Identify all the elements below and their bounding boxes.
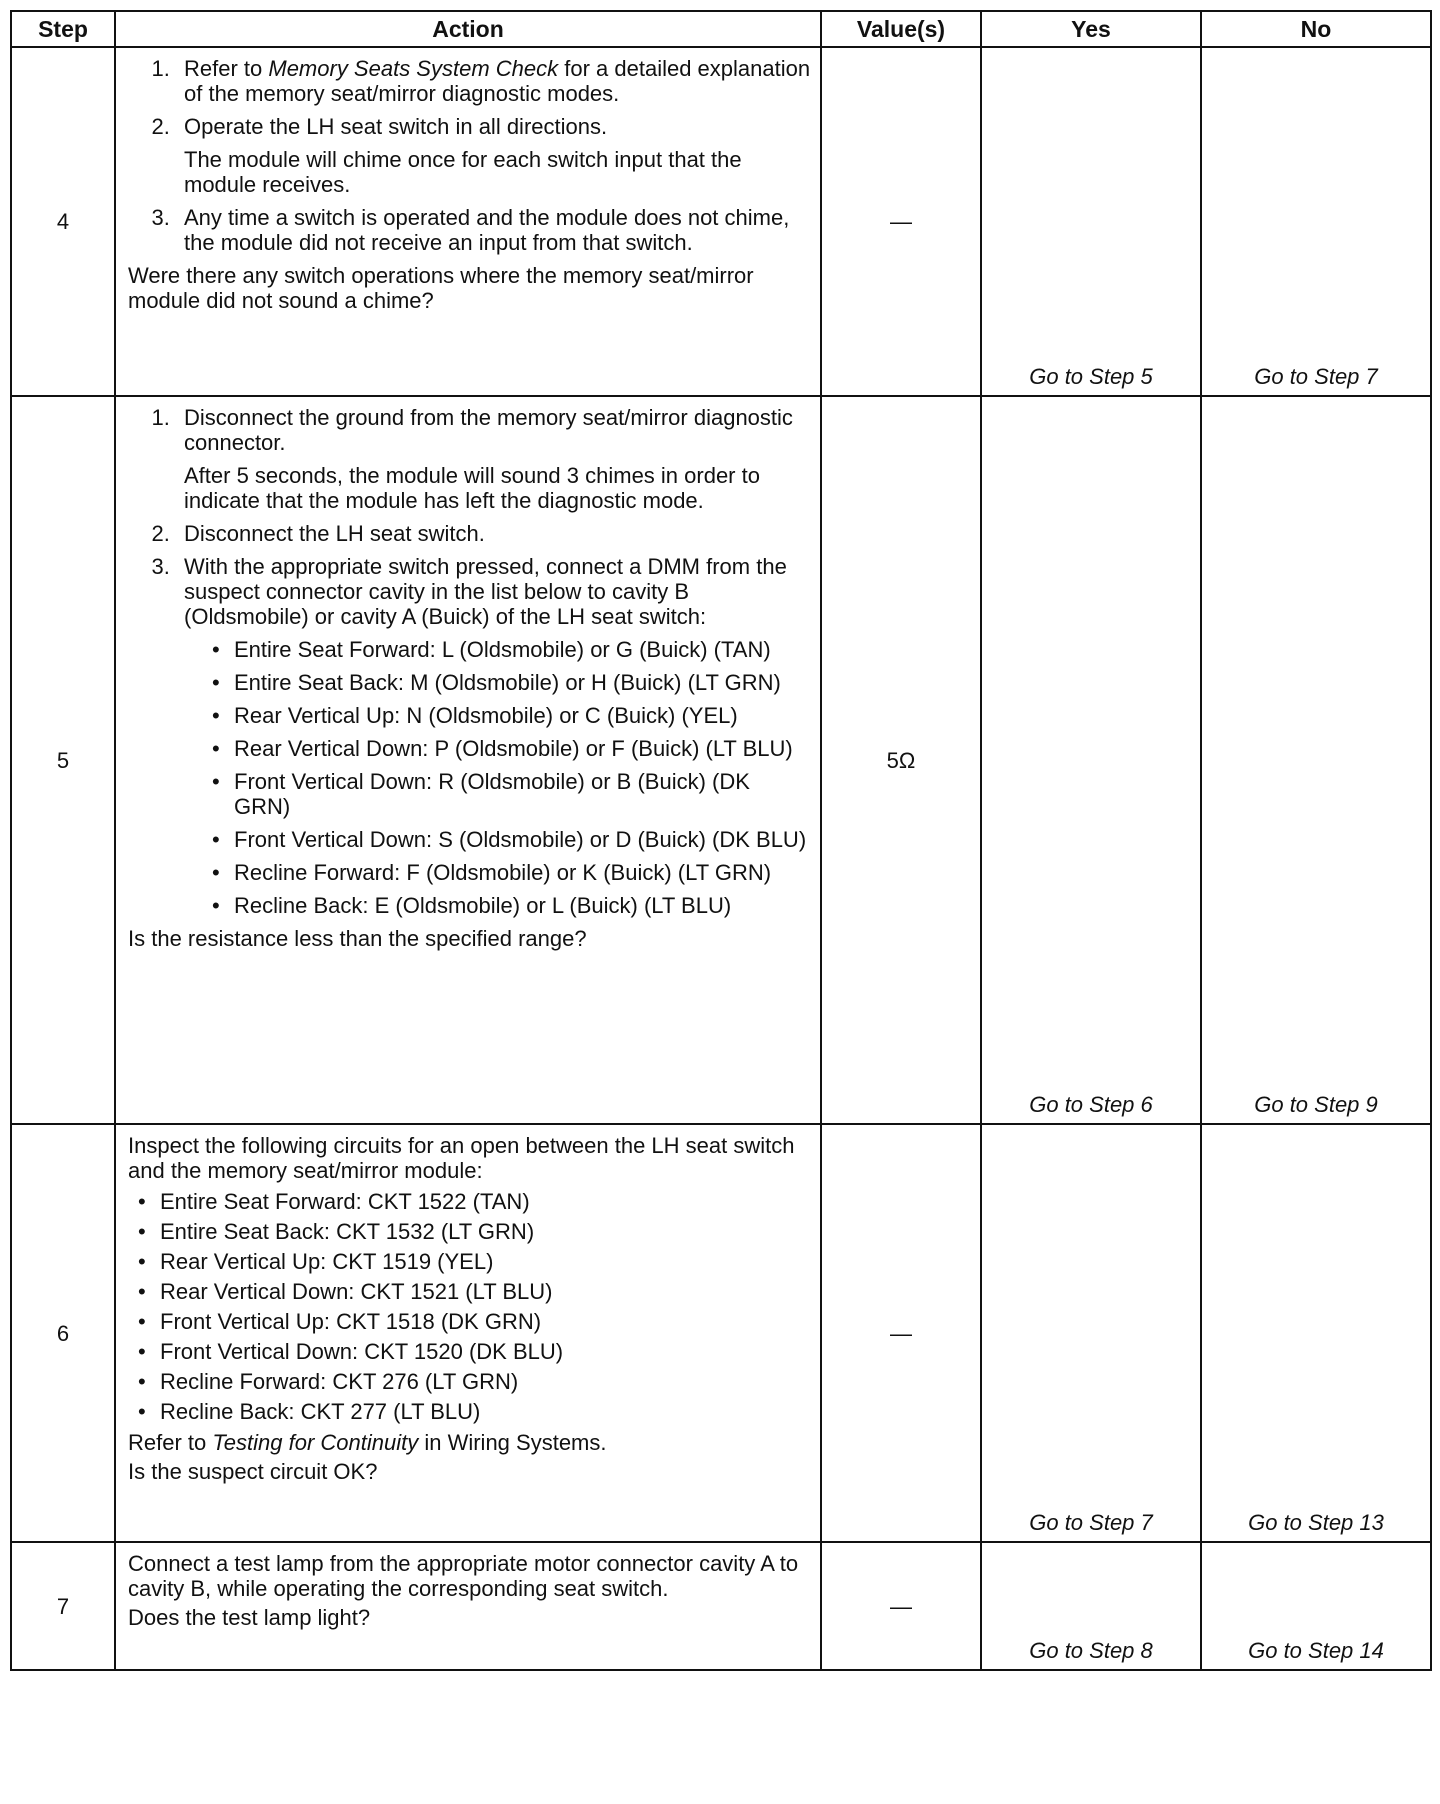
text-segment: Refer to xyxy=(128,1430,213,1455)
value-cell: — xyxy=(821,1124,981,1542)
action-intro: Connect a test lamp from the appropriate motor connector cavity A to cavity B, while operating the corresponding seat switch. xyxy=(128,1551,799,1601)
yes-result[interactable]: Go to Step 5 xyxy=(981,47,1201,396)
header-no: No xyxy=(1201,11,1431,47)
action-steps xyxy=(128,56,812,255)
step-number: 6 xyxy=(11,1124,115,1542)
question-text: Is the resistance less than the specified range? xyxy=(128,926,587,951)
table-row-step-5 xyxy=(11,396,1431,1124)
header-yes: Yes xyxy=(981,11,1201,47)
list-item: • Recline Forward: CKT 276 (LT GRN) xyxy=(138,1369,812,1394)
table-row-step-4 xyxy=(11,47,1431,396)
action-item: 2. Disconnect the LH seat switch. xyxy=(176,521,812,546)
value-cell: — xyxy=(821,47,981,396)
reference-link[interactable]: Testing for Continuity xyxy=(212,1430,419,1455)
action-cell xyxy=(115,47,821,396)
list-item: • Front Vertical Down: CKT 1520 (DK BLU) xyxy=(138,1339,812,1364)
list-item: • Entire Seat Back: M (Oldsmobile) or H (Buick) (LT GRN) xyxy=(212,670,812,695)
header-row xyxy=(11,11,1431,47)
table-row-step-7 xyxy=(11,1542,1431,1670)
step-number: 5 xyxy=(11,396,115,1124)
list-item: • Recline Forward: F (Oldsmobile) or K (Buick) (LT GRN) xyxy=(212,860,812,885)
cavity-list xyxy=(184,637,812,918)
action-item: 3. Any time a switch is operated and the module does not chime, the module did not receive an input from that switch. xyxy=(176,205,812,255)
list-item: • Rear Vertical Up: CKT 1519 (YEL) xyxy=(138,1249,812,1274)
text-segment: in Wiring Systems. xyxy=(418,1430,607,1455)
list-item: • Front Vertical Down: S (Oldsmobile) or D (Buick) (DK BLU) xyxy=(212,827,812,852)
yes-result[interactable]: Go to Step 6 xyxy=(981,396,1201,1124)
action-cell xyxy=(115,396,821,1124)
action-item xyxy=(176,114,812,197)
action-cell xyxy=(115,1124,821,1542)
yes-result[interactable]: Go to Step 7 xyxy=(981,1124,1201,1542)
text-segment: Disconnect the ground from the memory seat/mirror diagnostic connector. xyxy=(184,405,793,455)
reference-line xyxy=(128,1430,812,1455)
table-row-step-6 xyxy=(11,1124,1431,1542)
list-item: • Entire Seat Forward: L (Oldsmobile) or G (Buick) (TAN) xyxy=(212,637,812,662)
no-result[interactable]: Go to Step 14 xyxy=(1201,1542,1431,1670)
step-number: 7 xyxy=(11,1542,115,1670)
question-text: Is the suspect circuit OK? xyxy=(128,1459,378,1484)
list-item: • Recline Back: E (Oldsmobile) or L (Buick) (LT BLU) xyxy=(212,893,812,918)
question-text: Were there any switch operations where the memory seat/mirror module did not sound a chime? xyxy=(128,263,754,313)
no-result[interactable]: Go to Step 7 xyxy=(1201,47,1431,396)
list-item: • Rear Vertical Up: N (Oldsmobile) or C (Buick) (YEL) xyxy=(212,703,812,728)
action-note: After 5 seconds, the module will sound 3 chimes in order to indicate that the module has left the diagnostic mode. xyxy=(184,463,760,513)
list-item: • Rear Vertical Down: P (Oldsmobile) or F (Buick) (LT BLU) xyxy=(212,736,812,761)
no-result[interactable]: Go to Step 13 xyxy=(1201,1124,1431,1542)
action-note: The module will chime once for each switch input that the module receives. xyxy=(184,147,742,197)
list-item: • Rear Vertical Down: CKT 1521 (LT BLU) xyxy=(138,1279,812,1304)
reference-link[interactable]: Memory Seats System Check xyxy=(268,56,559,81)
list-item: • Front Vertical Up: CKT 1518 (DK GRN) xyxy=(138,1309,812,1334)
value-cell: — xyxy=(821,1542,981,1670)
circuit-list xyxy=(128,1189,812,1424)
text-segment: Refer to xyxy=(184,56,269,81)
value-cell: 5Ω xyxy=(821,396,981,1124)
step-number: 4 xyxy=(11,47,115,396)
no-result[interactable]: Go to Step 9 xyxy=(1201,396,1431,1124)
list-item: • Entire Seat Forward: CKT 1522 (TAN) xyxy=(138,1189,812,1214)
list-item: • Front Vertical Down: R (Oldsmobile) or B (Buick) (DK GRN) xyxy=(212,769,812,819)
action-cell xyxy=(115,1542,821,1670)
action-item xyxy=(176,405,812,513)
list-item: • Entire Seat Back: CKT 1532 (LT GRN) xyxy=(138,1219,812,1244)
action-steps xyxy=(128,405,812,918)
text-segment: Operate the LH seat switch in all directions. xyxy=(184,114,608,139)
yes-result[interactable]: Go to Step 8 xyxy=(981,1542,1201,1670)
list-item: • Recline Back: CKT 277 (LT BLU) xyxy=(138,1399,812,1424)
text-segment: for a detailed explanation of the memory seat/mirror diagnostic modes. xyxy=(184,56,811,106)
question-text: Does the test lamp light? xyxy=(128,1605,371,1630)
text-segment: With the appropriate switch pressed, connect a DMM from the suspect connector cavity in the list below to cavity B (Oldsmobile) or cavity A (Buick) of the LH seat switch: xyxy=(184,554,787,629)
action-item xyxy=(176,56,812,106)
header-action: Action xyxy=(115,11,821,47)
header-values: Value(s) xyxy=(821,11,981,47)
diagnostic-table xyxy=(10,10,1432,1671)
action-intro: Inspect the following circuits for an open between the LH seat switch and the memory seat/mirror module: xyxy=(128,1133,795,1183)
header-step: Step xyxy=(11,11,115,47)
action-item xyxy=(176,554,812,918)
